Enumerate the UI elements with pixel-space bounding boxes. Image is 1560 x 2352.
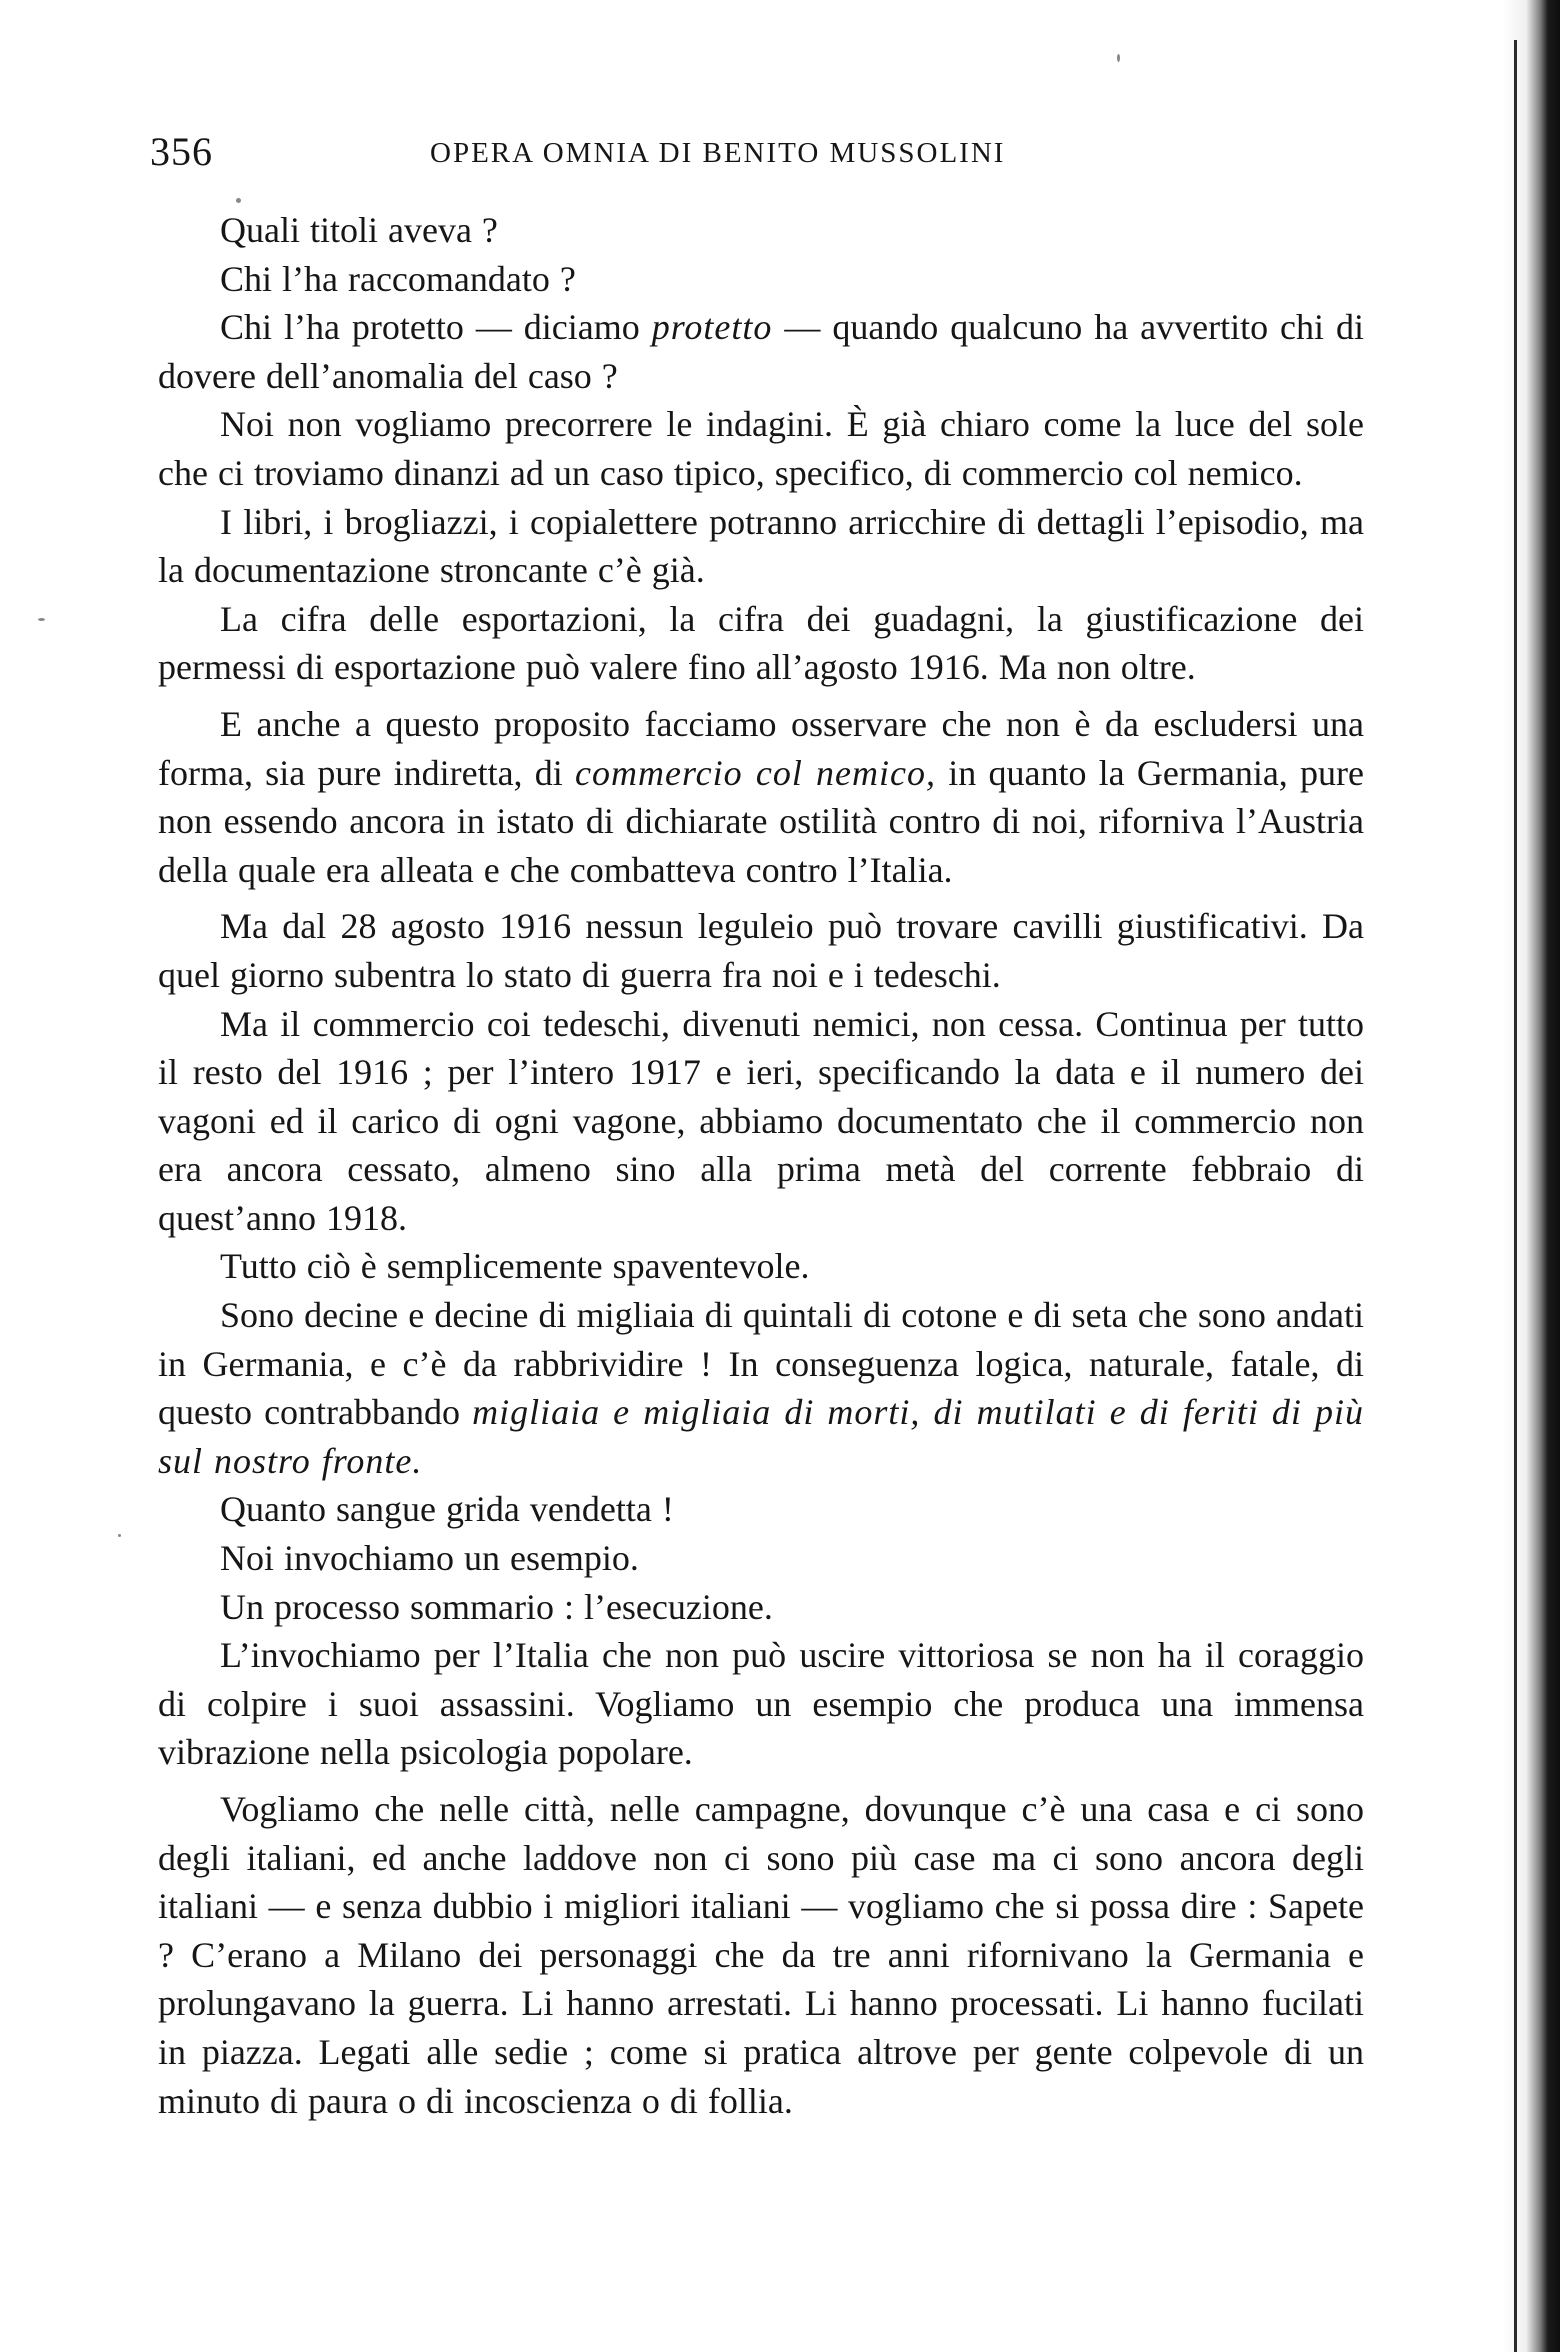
paragraph: [158, 303, 1364, 400]
paragraph: Vogliamo che nelle città, nelle campagne, dovunque c’è una casa e ci sono degli italiani, ed anche laddove non ci sono più case ma ci sono ancora degli italiani — e senza dubbio i migliori italiani — vogliamo che si possa dire : Sapete ? C’erano a Milano dei personaggi che da tre anni rifornivano la Germania e prolungavano la guerra. Li hanno arrestati. Li hanno processati. Li hanno fucilati in piazza. Legati alle sedie ; come si pratica altrove per gente colpevole di un minuto di paura o di incoscienza o di follia.: [158, 1789, 1364, 2121]
paragraph: L’invochiamo per l’Italia che non può uscire vittoriosa se non ha il coraggio di colpire i suoi assassini. Vogliamo un esempio che produca una immensa vibrazione nella psicologia popolare.: [158, 1635, 1364, 1773]
paragraph: I libri, i brogliazzi, i copialettere potranno arricchire di dettagli l’episodio, ma la documentazione stroncante c’è già.: [158, 501, 1364, 591]
page-number: 356: [150, 129, 213, 174]
page-edge-line: [1514, 40, 1517, 2352]
running-head: [150, 128, 1370, 178]
scan-speck: [236, 198, 241, 203]
paragraph: [158, 1291, 1364, 1485]
paragraph: Quali titoli aveva ?: [220, 210, 498, 250]
paragraph: Ma il commercio coi tedeschi, divenuti nemici, non cessa. Continua per tutto il resto del 1916 ; per l’intero 1917 e ieri, specificando la data e il numero dei vagoni ed il carico di ogni vagone, abbiamo documentato che il commercio non era ancora cessato, almeno sino alla prima metà del corrente febbraio di quest’anno 1918.: [158, 1003, 1364, 1238]
text-run: E anche a questo proposito facciamo osservare che non è da escludersi una forma, sia pure indiretta, di: [158, 703, 1364, 793]
paragraph: Tutto ciò è semplicemente spaventevole.: [220, 1246, 810, 1287]
text-run: in quanto la Germania, pure non essendo ancora in istato di dichiarate ostilità contro di noi, riforniva l’Austria della quale era alleata e che combatteva contro l’Italia.: [158, 752, 1365, 890]
scan-speck: [1117, 54, 1120, 62]
paragraph: Noi invochiamo un esempio.: [220, 1538, 639, 1579]
italic-emphasis: migliaia e migliaia di morti, di mutilati e di feriti di più sul nostro fronte.: [158, 1392, 1365, 1481]
paragraph: La cifra delle esportazioni, la cifra dei guadagni, la giustificazione dei permessi di esportazione può valere fino all’agosto 1916. Ma non oltre.: [158, 598, 1364, 688]
scan-speck: [118, 1534, 121, 1537]
text-run: Sono decine e decine di migliaia di quintali di cotone e di seta che sono andati in Germania, e c’è da rabbrividire ! In conseguenza logica, naturale, fatale, di questo contrabbando: [158, 1295, 1364, 1433]
paragraph: Un processo sommario : l’esecuzione.: [220, 1586, 773, 1627]
italic-emphasis: commercio col nemico,: [575, 752, 937, 793]
paragraph: Ma dal 28 agosto 1916 nessun leguleio può trovare cavilli giustificativi. Da quel giorno subentra lo stato di guerra fra noi e i tedeschi.: [158, 906, 1364, 995]
scan-edge-shadow: [1502, 0, 1560, 2352]
body-text: [158, 206, 1364, 2125]
paragraph: [158, 700, 1364, 894]
running-title: OPERA OMNIA DI BENITO MUSSOLINI: [430, 137, 1006, 169]
text-run: Chi l’ha protetto — diciamo: [220, 307, 652, 348]
paragraph: Chi l’ha raccomandato ?: [220, 258, 576, 299]
paragraph: Quanto sangue grida vendetta !: [220, 1489, 674, 1530]
text-run: — quando qualcuno ha avvertito chi di dovere dell’anomalia del caso ?: [158, 307, 1364, 396]
scan-speck: [38, 618, 45, 621]
italic-emphasis: protetto: [651, 307, 773, 348]
paragraph: Noi non vogliamo precorrere le indagini. È già chiaro come la luce del sole che ci troviamo dinanzi ad un caso tipico, specifico, di commercio col nemico.: [158, 404, 1364, 493]
